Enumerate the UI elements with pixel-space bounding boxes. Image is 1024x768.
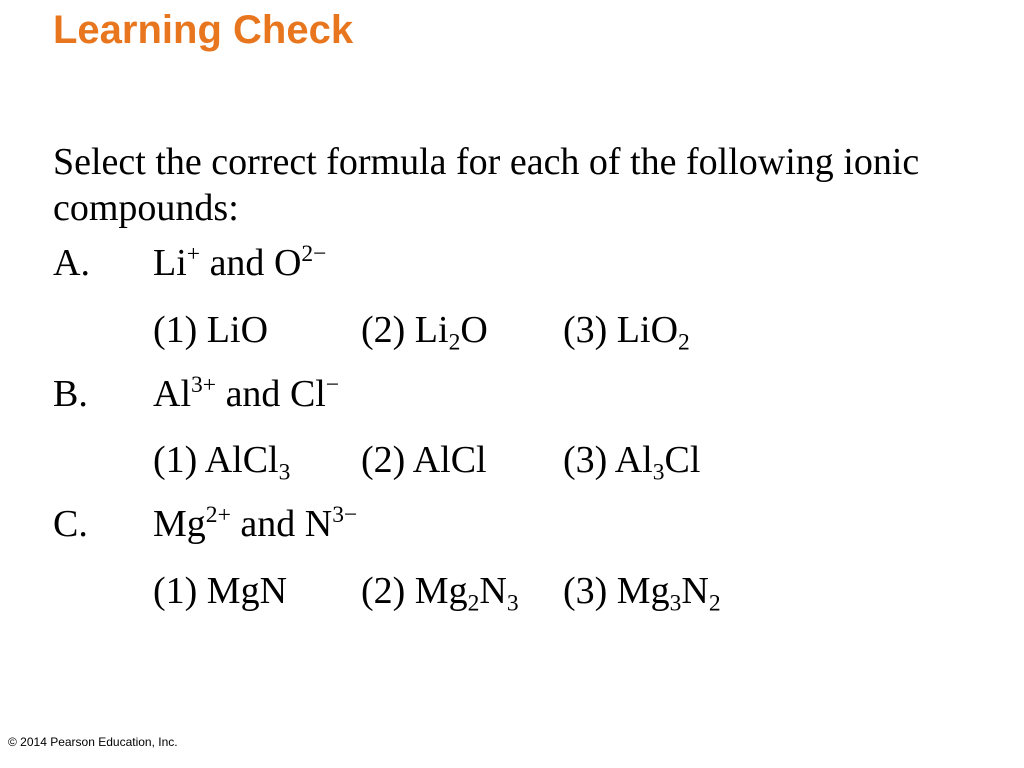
question-letter: C. xyxy=(53,503,88,545)
option-1[interactable] xyxy=(153,439,291,486)
ion-connector: and xyxy=(225,373,281,415)
formula-text: N xyxy=(479,570,507,612)
ion1-charge: + xyxy=(186,240,201,267)
formula-text: (2) AlCl xyxy=(361,439,487,481)
ion1-charge: 3+ xyxy=(191,371,217,398)
formula-text: Cl xyxy=(664,439,701,481)
ion-connector: and xyxy=(209,242,265,284)
option-2[interactable] xyxy=(361,309,488,356)
copyright-footer: © 2014 Pearson Education, Inc. xyxy=(8,735,178,749)
formula-subscript: 3 xyxy=(278,459,291,486)
option-2[interactable] xyxy=(361,570,519,617)
formula-text: (3) Al xyxy=(563,439,653,481)
formula-text: (3) LiO xyxy=(563,309,679,351)
ion2-symbol: Cl xyxy=(289,373,326,415)
question-a-ions-row xyxy=(53,240,993,290)
formula-text: (3) Mg xyxy=(563,570,670,612)
formula-subscript: 2 xyxy=(678,329,690,356)
formula-text: (1) LiO xyxy=(153,309,269,351)
formula-subscript: 3 xyxy=(652,459,665,486)
option-1[interactable] xyxy=(153,311,268,349)
formula-text: (2) Mg xyxy=(361,570,468,612)
ion-connector: and xyxy=(240,503,296,545)
question-letter: A. xyxy=(53,242,90,284)
formula-subscript: 2 xyxy=(708,590,721,617)
formula-subscript: 3 xyxy=(506,590,519,617)
slide-title: Learning Check xyxy=(53,8,354,52)
formula-text: (1) AlCl xyxy=(153,439,279,481)
formula-text: (2) Li xyxy=(361,309,449,351)
ion1-symbol: Al xyxy=(153,373,191,415)
ion2-charge: 3− xyxy=(332,501,358,528)
option-3[interactable] xyxy=(563,570,721,617)
question-c-ions-row xyxy=(53,501,993,551)
option-1[interactable] xyxy=(153,572,287,610)
option-3[interactable] xyxy=(563,309,690,356)
option-3[interactable] xyxy=(563,439,701,486)
question-letter: B. xyxy=(53,373,88,415)
option-2[interactable] xyxy=(361,441,487,479)
question-ions xyxy=(153,240,327,284)
question-b-ions-row xyxy=(53,371,993,421)
question-b-options-row xyxy=(53,441,993,487)
question-ions xyxy=(153,501,358,545)
question-a-options-row xyxy=(53,311,993,357)
formula-text: N xyxy=(681,570,709,612)
ion2-symbol: O xyxy=(273,242,302,284)
question-c-options-row xyxy=(53,572,993,618)
formula-subscript: 2 xyxy=(448,329,461,356)
formula-text: O xyxy=(460,309,488,351)
formula-subscript: 3 xyxy=(669,590,682,617)
question-ions xyxy=(153,371,340,415)
intro-text: Select the correct formula for each of the following ionic compounds: xyxy=(53,141,920,229)
ion1-charge: 2+ xyxy=(205,501,231,528)
ion1-symbol: Mg xyxy=(153,503,206,545)
ion1-symbol: Li xyxy=(153,242,187,284)
formula-subscript: 2 xyxy=(467,590,480,617)
ion2-symbol: N xyxy=(304,503,333,545)
ion2-charge: − xyxy=(325,371,340,398)
ion2-charge: 2− xyxy=(301,240,327,267)
formula-text: (1) MgN xyxy=(153,570,288,612)
